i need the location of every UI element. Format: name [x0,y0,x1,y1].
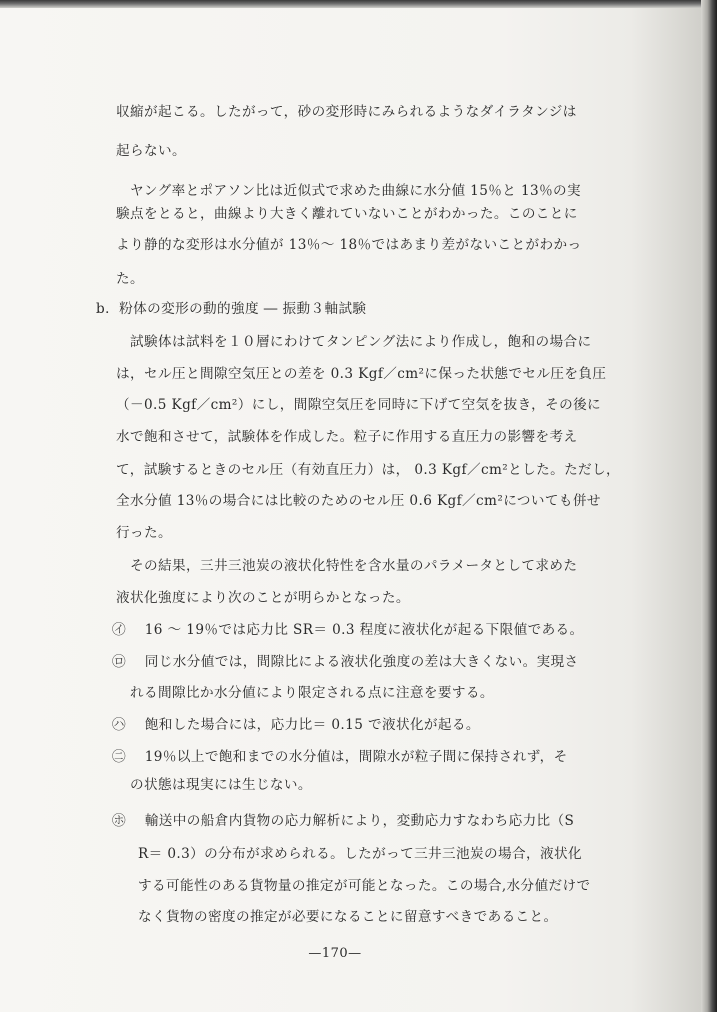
list-marker: ㋺ [112,654,126,670]
text-line: 試験体は試料を１０層にわけてタンピング法により作成し，飽和の場合に [130,334,592,350]
list-item [112,653,579,671]
list-item [112,812,574,830]
text-line: た。 [116,271,144,287]
list-item [112,716,480,734]
text-line: て，試験するときのセル圧（有効直圧力）は， 0.3 Kgf／cm²とした。ただし， [116,462,621,478]
scan-top-edge [0,0,717,8]
text-line: は，セル圧と間隙空気圧との差を 0.3 Kgf／cm²に保った状態でセル圧を負圧 [116,366,607,382]
section-heading: b．粉体の変形の動的強度 ― 振動３軸試験 [96,301,367,317]
text-line: ヤング率とポアソン比は近似式で求めた曲線に水分値 15％と 13％の実 [130,183,582,199]
list-marker: ㋩ [112,717,126,733]
text-line: （－0.5 Kgf／cm²）にし，間隙空気圧を同時に下げて空気を抜き，その後に [116,397,602,413]
text-line: の状態は現実には生じない。 [130,777,312,793]
text-line: 行った。 [116,525,172,541]
list-item-text: 飽和した場合には，応力比＝ 0.15 で液状化が起る。 [144,717,480,733]
text-line: 全水分値 13％の場合には比較のためのセル圧 0.6 Kgf／cm²についても併せ [116,493,601,509]
text-line: 起らない。 [116,143,186,159]
list-item [112,748,568,766]
text-line: より静的な変形は水分値が 13％～ 18％ではあまり差がないことがわかっ [116,237,582,253]
text-line: 水で飽和させて，試験体を作成した。粒子に作用する直圧力の影響を考え [116,429,578,445]
text-line: その結果，三井三池炭の液状化特性を含水量のパラメータとして求めた [130,558,578,574]
list-marker: ㋭ [112,813,126,829]
text-line: R＝ 0.3）の分布が求められる。したがって三井三池炭の場合，液状化 [138,846,582,862]
text-line: 収縮が起こる。したがって，砂の変形時にみられるようなダイラタンジは [116,104,577,120]
list-item-text: 同じ水分値では，間隙比による液状化強度の差は大きくない。実現さ [144,654,579,670]
list-item-text: 輸送中の船倉内貨物の応力解析により，変動応力すなわち応力比（S [144,813,575,829]
list-item-text: 19％以上で飽和までの水分値は，間隙水が粒子間に保持されず，そ [144,749,568,765]
list-item-text: 16 ～ 19％では応力比 SR＝ 0.3 程度に液状化が起る下限値である。 [144,622,584,638]
text-line: なく貨物の密度の推定が必要になることに留意すべきであること。 [138,909,558,925]
book-binding-edge [701,0,717,1012]
page-number: —170— [308,946,362,961]
list-item [112,621,584,639]
text-line: 液状化強度により次のことが明らかとなった。 [116,590,410,606]
text-line: 験点をとると，曲線より大きく離れていないことがわかった。このことに [116,206,578,222]
list-marker: ㊁ [112,749,126,765]
list-marker: ㋑ [112,622,126,638]
text-line: する可能性のある貨物量の推定が可能となった。この場合,水分値だけで [138,878,591,894]
text-line: れる間隙比か水分値により限定される点に注意を要する。 [130,685,494,701]
